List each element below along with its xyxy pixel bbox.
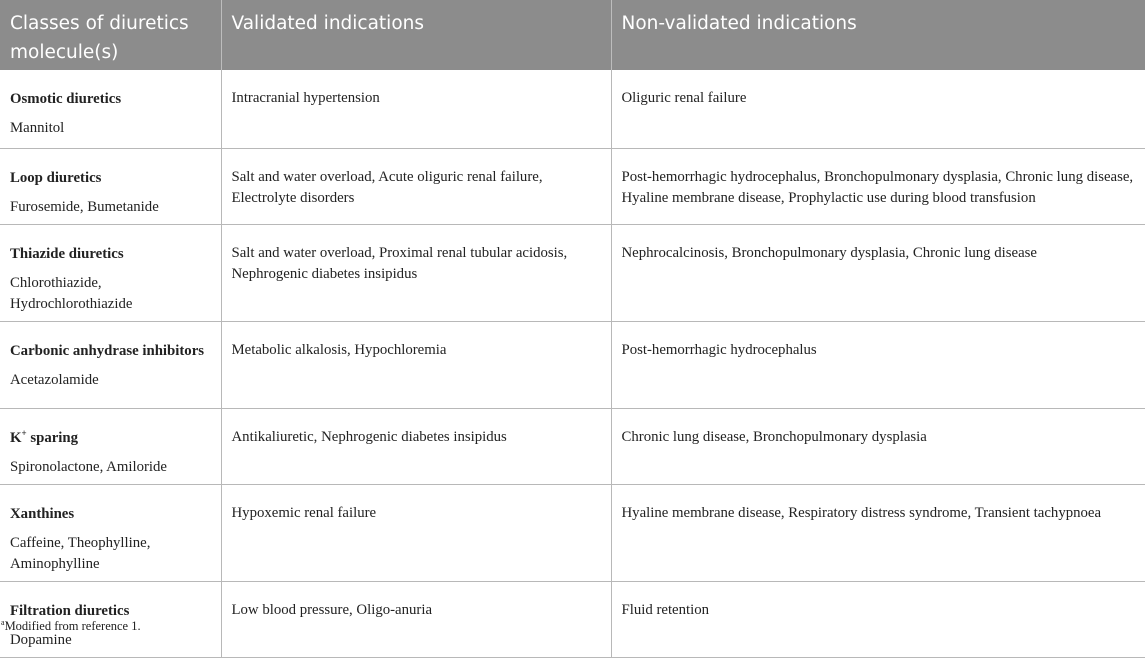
class-name: Xanthines (10, 505, 75, 522)
footnote-marker: a (1, 617, 5, 627)
class-name: Filtration diuretics (10, 602, 130, 619)
validated-cell: Intracranial hypertension (221, 70, 611, 148)
validated-cell: Salt and water overload, Acute oliguric renal failure, Electrolyte disorders (221, 148, 611, 224)
class-name: Thiazide diuretics (10, 245, 124, 262)
header-row (0, 0, 1145, 70)
validated-cell: Low blood pressure, Oligo-anuria (221, 581, 611, 657)
validated-cell: Metabolic alkalosis, Hypochloremia (221, 321, 611, 408)
non-validated-cell: Chronic lung disease, Bronchopulmonary dysplasia (611, 408, 1145, 484)
class-molecules: Furosemide, Bumetanide (10, 198, 159, 215)
header-non-validated: Non-validated indications (611, 0, 1145, 70)
table-row (0, 70, 1145, 148)
class-molecules: Mannitol (10, 120, 65, 136)
class-cell (0, 148, 221, 224)
class-name-main: K (10, 429, 22, 446)
class-name-superscript: + (21, 427, 27, 438)
table-row (0, 148, 1145, 224)
table-row (0, 581, 1145, 657)
class-molecules: Caffeine, Theophylline, Aminophylline (10, 534, 151, 572)
validated-cell: Hypoxemic renal failure (221, 484, 611, 581)
non-validated-cell: Post-hemorrhagic hydrocephalus, Bronchopulmonary dysplasia, Chronic lung disease, Hyaline membrane disease, Prophylactic use during blood transfusion (611, 148, 1145, 224)
class-name-rest: sparing (26, 429, 79, 446)
non-validated-cell: Oliguric renal failure (611, 70, 1145, 148)
class-cell (0, 224, 221, 321)
non-validated-cell: Nephrocalcinosis, Bronchopulmonary dysplasia, Chronic lung disease (611, 224, 1145, 321)
non-validated-cell: Post-hemorrhagic hydrocephalus (611, 321, 1145, 408)
validated-cell: Salt and water overload, Proximal renal tubular acidosis, Nephrogenic diabetes insipidus (221, 224, 611, 321)
class-molecules: Dopamine (10, 631, 72, 648)
table-row (0, 224, 1145, 321)
class-name: Carbonic anhydrase inhibitors (10, 342, 205, 359)
class-name: Osmotic diuretics (10, 91, 122, 107)
class-cell (0, 321, 221, 408)
header-validated: Validated indications (221, 0, 611, 70)
table-row (0, 321, 1145, 408)
footnote-text: Modified from reference 1. (4, 619, 141, 633)
table-footnote (1, 619, 141, 633)
header-classes: Classes of diuretics molecule(s) (0, 0, 221, 70)
class-name: Loop diuretics (10, 169, 102, 186)
non-validated-cell: Hyaline membrane disease, Respiratory distress syndrome, Transient tachypnoea (611, 484, 1145, 581)
non-validated-cell: Fluid retention (611, 581, 1145, 657)
class-name (10, 428, 211, 449)
class-cell (0, 484, 221, 581)
class-cell (0, 408, 221, 484)
class-molecules: Spironolactone, Amiloride (10, 458, 167, 475)
table-row (0, 484, 1145, 581)
class-molecules: Chlorothiazide, Hydrochlorothiazide (10, 274, 133, 312)
class-cell (0, 70, 221, 148)
table-row (0, 408, 1145, 484)
validated-cell: Antikaliuretic, Nephrogenic diabetes insipidus (221, 408, 611, 484)
class-molecules: Acetazolamide (10, 371, 99, 388)
